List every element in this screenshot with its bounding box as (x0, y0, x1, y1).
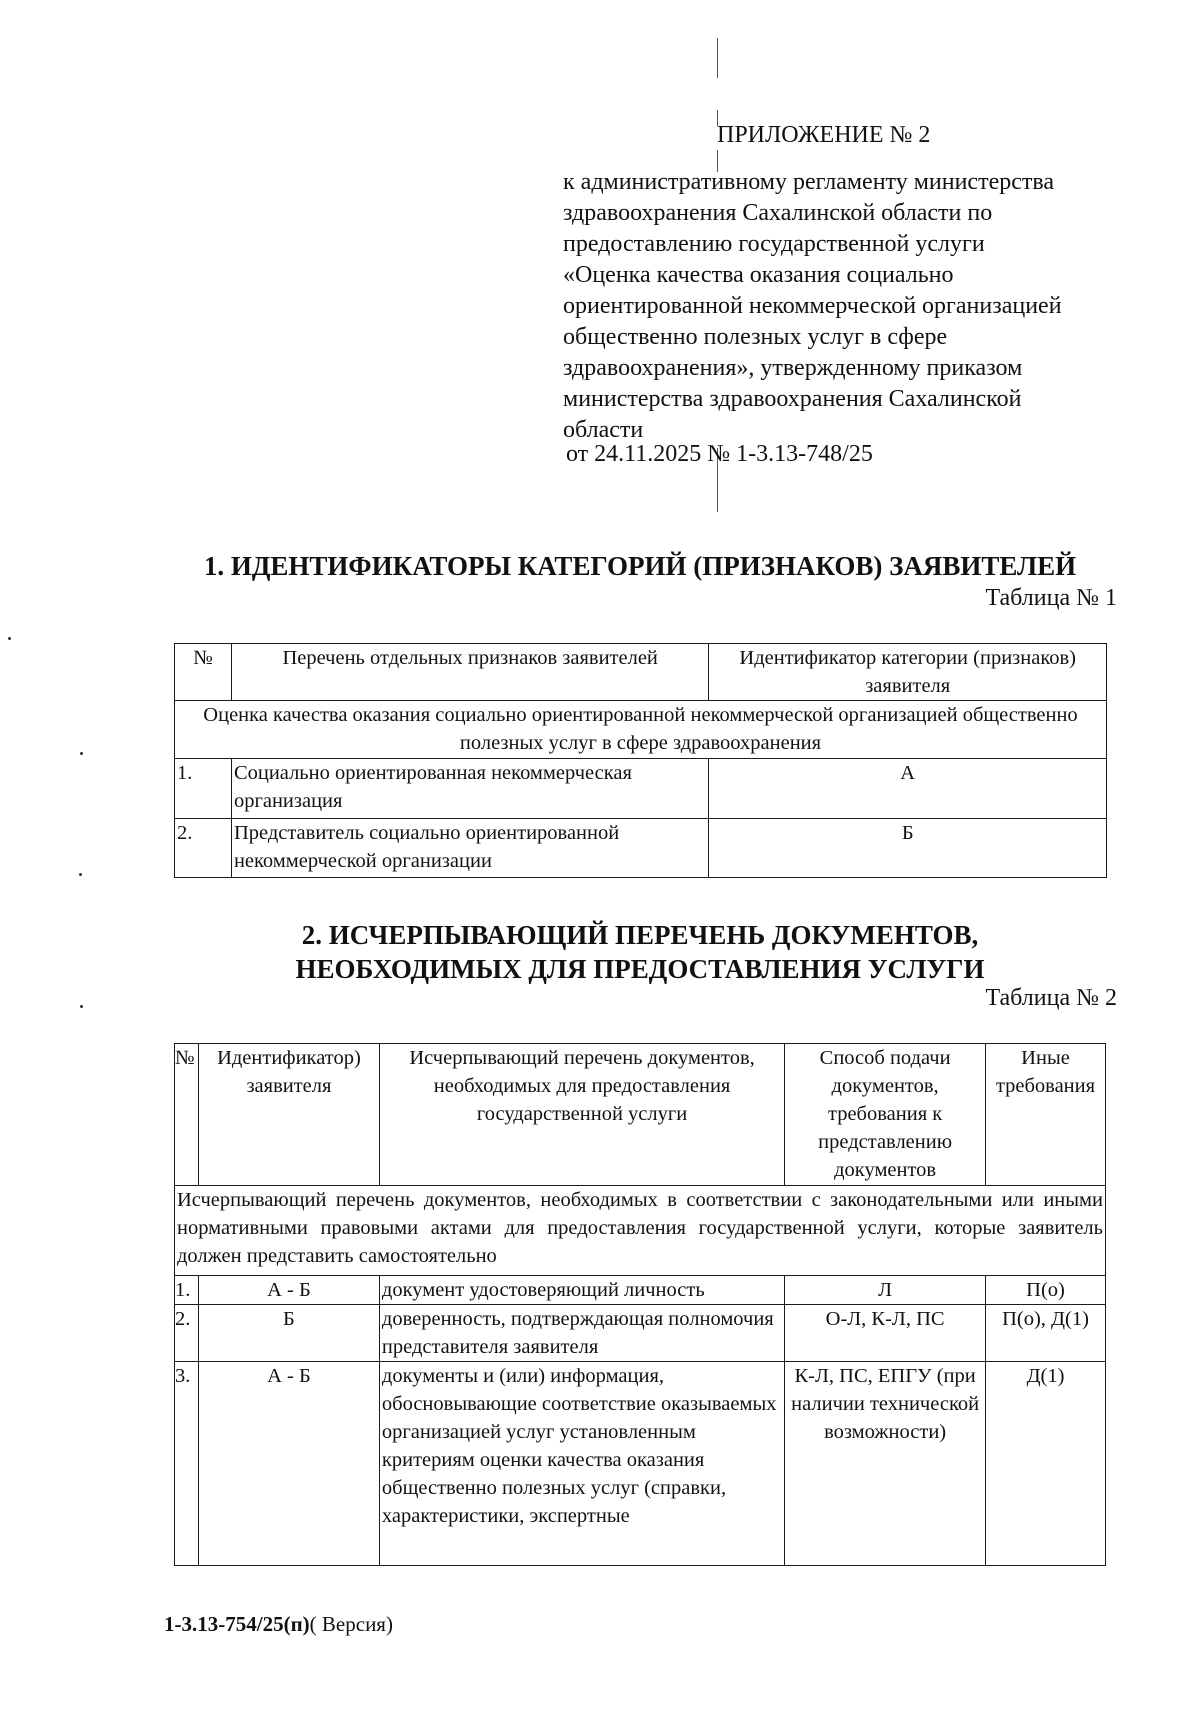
table2-row-applicant: А - Б (198, 1362, 379, 1566)
table2-row-applicant: А - Б (198, 1276, 379, 1305)
table2-row-applicant: Б (198, 1305, 379, 1362)
table2-row-method: К-Л, ПС, ЕПГУ (при наличии технической возможности) (785, 1362, 986, 1566)
table1-group-cell: Оценка качества оказания социально ориентированной некоммерческой организацией общественно полезных услуг в сфере здравоохранения (175, 701, 1107, 759)
footer-document-code: 1-3.13-754/25(п) (164, 1612, 310, 1636)
appendix-line: общественно полезных услуг в сфере (563, 324, 948, 350)
table2-row-document: документ удостоверяющий личность (379, 1276, 784, 1305)
scan-artifact-speck (80, 752, 83, 755)
appendix-line: здравоохранения Сахалинской области по (563, 200, 993, 226)
table-row (175, 1276, 1106, 1305)
table2-header-documents: Исчерпывающий перечень документов, необходимых для предоставления государственной услуги (379, 1044, 784, 1186)
section2-title-line1: 2. ИСЧЕРПЫВАЮЩИЙ ПЕРЕЧЕНЬ ДОКУМЕНТОВ, (301, 920, 979, 950)
table1-header-num: № (175, 644, 232, 701)
table-row (175, 1362, 1106, 1566)
appendix-title: ПРИЛОЖЕНИЕ № 2 (717, 122, 931, 148)
table1-header-identifier: Идентификатор категории (признаков) заявителя (709, 644, 1107, 701)
appendix-line: ориентированной некоммерческой организацией (563, 293, 1062, 319)
appendix-date-line: от 24.11.2025 № 1-3.13-748/25 (566, 441, 873, 467)
appendix-line: к административному регламенту министерства (563, 169, 1055, 195)
table2-row-other: Д(1) (986, 1362, 1106, 1566)
appendix-line: предоставлению государственной услуги (563, 231, 985, 257)
table1-row-num: 2. (175, 819, 232, 878)
table2-row-document: доверенность, подтверждающая полномочия представителя заявителя (379, 1305, 784, 1362)
table2-row-document: документы и (или) информация, обосновывающие соответствие оказываемых организацией услуг установленным критериям оценки качества оказания общественно полезных услуг (справки, характеристики, экспертные (379, 1362, 784, 1566)
table2-row-other: П(о) (986, 1276, 1106, 1305)
appendix-line: области (563, 417, 644, 443)
table1 (174, 643, 1107, 878)
table2-row-num: 3. (175, 1362, 199, 1566)
appendix-line: «Оценка качества оказания социально (563, 262, 954, 288)
appendix-line: министерства здравоохранения Сахалинской (563, 386, 1022, 412)
table2-header-other: Иные требования (986, 1044, 1106, 1186)
section2-title-line2: НЕОБХОДИМЫХ ДЛЯ ПРЕДОСТАВЛЕНИЯ УСЛУГИ (295, 954, 985, 984)
table1-group-row (175, 701, 1107, 759)
table2-header-row (175, 1044, 1106, 1186)
table1-row-identifier: А (709, 759, 1107, 819)
table1-header-features: Перечень отдельных признаков заявителей (231, 644, 708, 701)
table2-row-num: 1. (175, 1276, 199, 1305)
scan-artifact-line (717, 38, 718, 78)
table1-row-feature: Представитель социально ориентированной некоммерческой организации (231, 819, 708, 878)
table2-group-row (175, 1186, 1106, 1276)
table2-row-num: 2. (175, 1305, 199, 1362)
table1-caption: Таблица № 1 (985, 585, 1117, 611)
document-footer (164, 1612, 393, 1637)
table-row (175, 759, 1107, 819)
table2-group-cell: Исчерпывающий перечень документов, необходимых в соответствии с законодательными или иными нормативными правовыми актами для предоставления государственной услуги, которые заявитель должен представить самостоятельно (175, 1186, 1106, 1276)
table1-header-row (175, 644, 1107, 701)
table2-header-num: № (175, 1044, 199, 1186)
appendix-line: здравоохранения», утвержденному приказом (563, 355, 1023, 381)
table1-row-feature: Социально ориентированная некоммерческая организация (231, 759, 708, 819)
table2-row-other: П(о), Д(1) (986, 1305, 1106, 1362)
scan-artifact-speck (80, 1005, 83, 1008)
scan-artifact-speck (79, 873, 82, 876)
scan-artifact-speck (8, 637, 11, 640)
section1-title: 1. ИДЕНТИФИКАТОРЫ КАТЕГОРИЙ (ПРИЗНАКОВ) ЗАЯВИТЕЛЕЙ (203, 551, 1077, 581)
table-row (175, 819, 1107, 878)
table-row (175, 1305, 1106, 1362)
table2-row-method: Л (785, 1276, 986, 1305)
table2-row-method: О-Л, К-Л, ПС (785, 1305, 986, 1362)
table2-caption: Таблица № 2 (985, 985, 1117, 1011)
table1-row-num: 1. (175, 759, 232, 819)
table2-header-method: Способ подачи документов, требования к представлению документов (785, 1044, 986, 1186)
table2-header-identifier: Идентификатор) заявителя (198, 1044, 379, 1186)
table1-row-identifier: Б (709, 819, 1107, 878)
table2 (174, 1043, 1106, 1566)
footer-version: ( Версия) (309, 1612, 393, 1636)
appendix-description (563, 167, 1123, 446)
